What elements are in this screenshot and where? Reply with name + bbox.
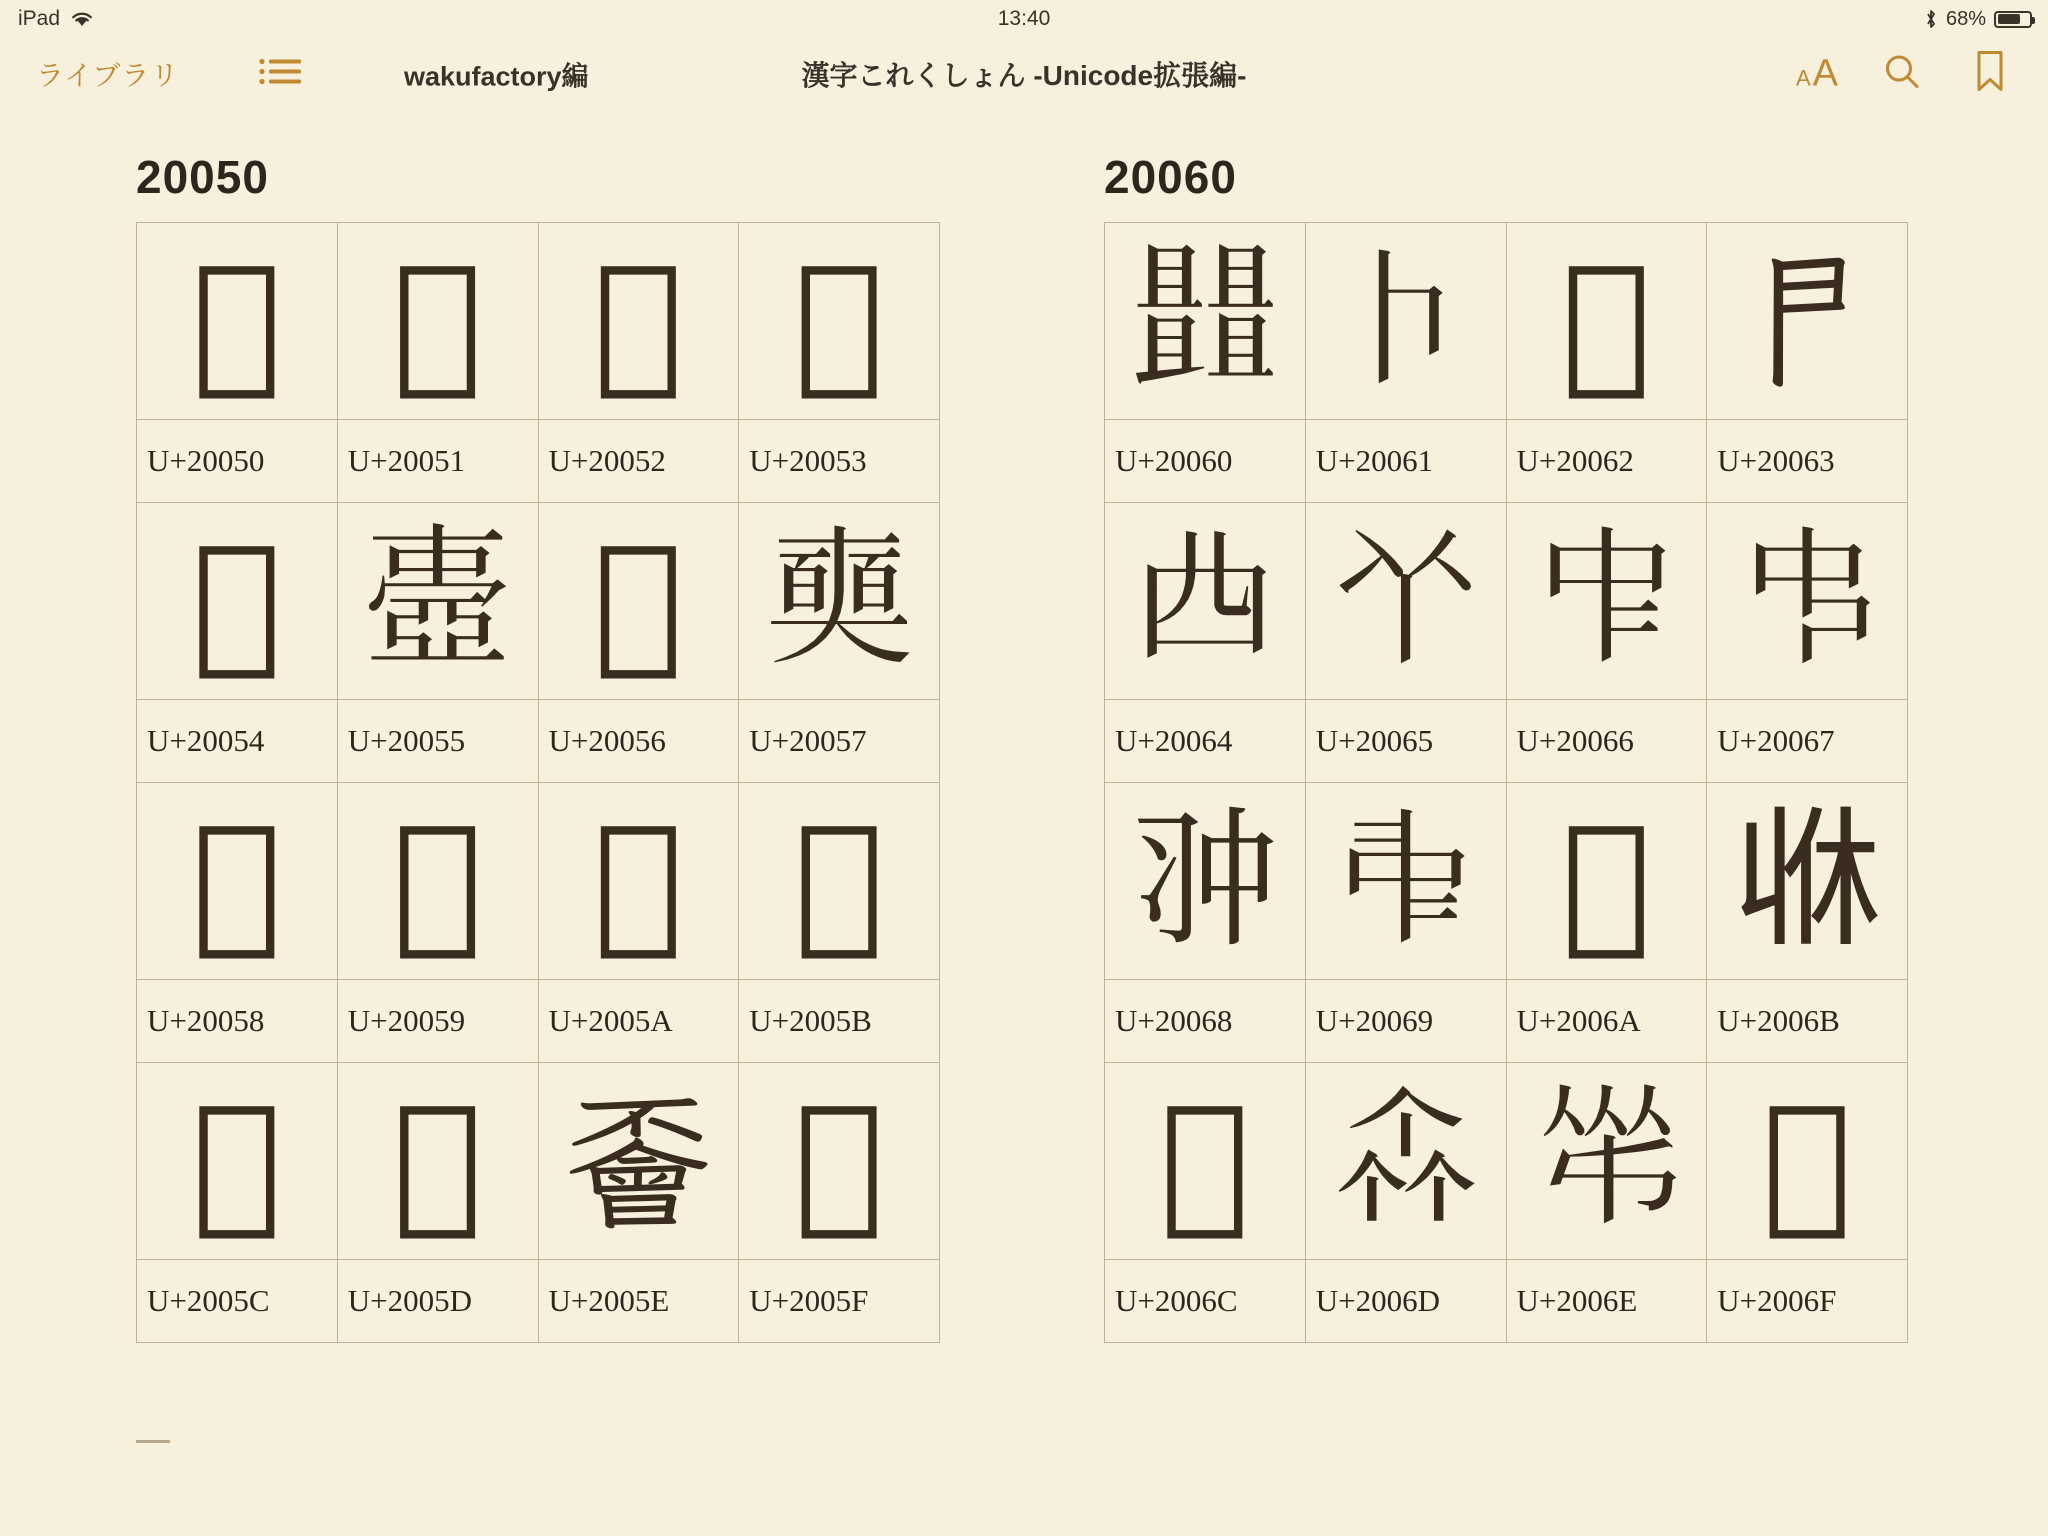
device-label: iPad xyxy=(18,7,61,30)
glyph: 𠁛 xyxy=(794,794,885,968)
chapter-title: wakufactory編 xyxy=(404,61,589,92)
glyph: 𠁠 xyxy=(1129,234,1280,408)
glyph: 𠁧 xyxy=(1732,514,1883,688)
glyph-code: U+20065 xyxy=(1306,699,1506,782)
glyph-code: U+20051 xyxy=(338,419,538,502)
glyph-cell[interactable] xyxy=(739,783,940,1063)
glyph-cell[interactable] xyxy=(739,1063,940,1343)
glyph: 𠁣 xyxy=(1732,234,1883,408)
column-right xyxy=(1104,110,1924,1343)
glyph-grid-right xyxy=(1104,222,1908,1343)
battery-icon xyxy=(1994,11,2032,28)
glyph: 𠁩 xyxy=(1330,794,1481,968)
glyph-code: U+20054 xyxy=(137,699,337,782)
glyph-cell[interactable] xyxy=(1306,503,1507,783)
glyph-code: U+2005E xyxy=(539,1259,739,1342)
glyph: 𠁬 xyxy=(1159,1074,1250,1248)
font-size-big-label: A xyxy=(1812,52,1838,95)
glyph-cell[interactable] xyxy=(1105,503,1306,783)
glyph-cell[interactable] xyxy=(739,503,940,783)
glyph: 𠁔 xyxy=(191,514,282,688)
glyph-cell[interactable] xyxy=(1306,223,1507,503)
glyph-code: U+2006D xyxy=(1306,1259,1506,1342)
glyph-code: U+2005D xyxy=(338,1259,538,1342)
glyph: 𠁚 xyxy=(593,794,684,968)
glyph: 𠁞 xyxy=(563,1074,714,1248)
glyph-code: U+20058 xyxy=(137,979,337,1062)
glyph-cell[interactable] xyxy=(1105,783,1306,1063)
glyph-code: U+20057 xyxy=(739,699,939,782)
glyph-grid-left xyxy=(136,222,940,1343)
font-size-small-label: A xyxy=(1795,65,1811,91)
glyph-cell[interactable] xyxy=(1707,503,1908,783)
search-icon[interactable] xyxy=(1882,52,1922,97)
glyph-cell[interactable] xyxy=(539,1063,740,1343)
glyph: 𠁘 xyxy=(191,794,282,968)
glyph-code: U+20064 xyxy=(1105,699,1305,782)
glyph-code: U+20061 xyxy=(1306,419,1506,502)
glyph: 𠁑 xyxy=(392,234,483,408)
glyph-cell[interactable] xyxy=(137,503,338,783)
glyph-code: U+20050 xyxy=(137,419,337,502)
glyph-code: U+2005B xyxy=(739,979,939,1062)
glyph-code: U+2006B xyxy=(1707,979,1907,1062)
glyph-cell[interactable] xyxy=(1507,503,1708,783)
glyph-cell[interactable] xyxy=(1707,783,1908,1063)
glyph-cell[interactable] xyxy=(539,783,740,1063)
glyph-code: U+2005F xyxy=(739,1259,939,1342)
glyph: 𠁫 xyxy=(1732,794,1883,968)
glyph: 𠁮 xyxy=(1531,1074,1682,1248)
glyph-code: U+20056 xyxy=(539,699,739,782)
font-size-button[interactable] xyxy=(1796,53,1838,96)
glyph: 𠁙 xyxy=(392,794,483,968)
glyph: 𠁦 xyxy=(1531,514,1682,688)
glyph: 𠁟 xyxy=(794,1074,885,1248)
glyph-cell[interactable] xyxy=(338,223,539,503)
glyph-cell[interactable] xyxy=(1105,223,1306,503)
glyph-cell[interactable] xyxy=(338,1063,539,1343)
glyph-code: U+20053 xyxy=(739,419,939,502)
glyph: 𠁝 xyxy=(392,1074,483,1248)
glyph-code: U+20059 xyxy=(338,979,538,1062)
glyph: 𠁯 xyxy=(1762,1074,1853,1248)
glyph: 𠁪 xyxy=(1561,794,1652,968)
glyph-code: U+20069 xyxy=(1306,979,1506,1062)
bookmark-icon[interactable] xyxy=(1976,51,2004,98)
glyph-code: U+2006A xyxy=(1507,979,1707,1062)
glyph: 𠁡 xyxy=(1330,234,1481,408)
glyph: 𠁥 xyxy=(1330,514,1481,688)
library-button[interactable]: ライブラリ xyxy=(36,60,180,91)
glyph-cell[interactable] xyxy=(338,503,539,783)
glyph-code: U+20068 xyxy=(1105,979,1305,1062)
glyph-cell[interactable] xyxy=(739,223,940,503)
glyph-code: U+20055 xyxy=(338,699,538,782)
glyph-cell[interactable] xyxy=(1707,223,1908,503)
glyph-code: U+20066 xyxy=(1507,699,1707,782)
glyph-cell[interactable] xyxy=(137,223,338,503)
column-heading: 20050 xyxy=(136,151,269,203)
status-bar xyxy=(0,0,2048,38)
glyph-code: U+20063 xyxy=(1707,419,1907,502)
glyph: 𠁓 xyxy=(794,234,885,408)
page-progress-marker xyxy=(136,1440,170,1443)
column-left xyxy=(136,110,956,1343)
glyph-code: U+2006F xyxy=(1707,1259,1907,1342)
glyph-cell[interactable] xyxy=(539,223,740,503)
glyph: 𠁕 xyxy=(362,514,513,688)
glyph-code: U+2006E xyxy=(1507,1259,1707,1342)
glyph-cell[interactable] xyxy=(1105,1063,1306,1343)
column-heading: 20060 xyxy=(1104,151,1237,203)
battery-percent: 68% xyxy=(1945,7,1986,30)
glyph: 𠁐 xyxy=(191,234,282,408)
glyph-cell[interactable] xyxy=(1507,1063,1708,1343)
glyph-cell[interactable] xyxy=(338,783,539,1063)
glyph-cell[interactable] xyxy=(539,503,740,783)
glyph-cell[interactable] xyxy=(1306,1063,1507,1343)
clock: 13:40 xyxy=(997,7,1051,30)
glyph-cell[interactable] xyxy=(1306,783,1507,1063)
glyph-code: U+2005A xyxy=(539,979,739,1062)
reader-toolbar xyxy=(0,38,2048,110)
glyph-cell[interactable] xyxy=(1507,783,1708,1063)
glyph: 𠁭 xyxy=(1330,1074,1481,1248)
glyph-cell[interactable] xyxy=(137,1063,338,1343)
glyph-cell[interactable] xyxy=(137,783,338,1063)
glyph: 𠁤 xyxy=(1129,514,1280,688)
glyph-cell[interactable] xyxy=(1507,223,1708,503)
bluetooth-icon xyxy=(1924,8,1938,30)
glyph: 𠁢 xyxy=(1561,234,1652,408)
glyph: 𠁨 xyxy=(1129,794,1280,968)
glyph: 𠁖 xyxy=(593,514,684,688)
glyph: 𠁒 xyxy=(593,234,684,408)
glyph-code: U+2006C xyxy=(1105,1259,1305,1342)
page-content xyxy=(0,110,2048,1536)
glyph-code: U+20060 xyxy=(1105,419,1305,502)
book-title: 漢字これくしょん -Unicode拡張編- xyxy=(801,60,1247,91)
glyph-code: U+20067 xyxy=(1707,699,1907,782)
glyph-code: U+20052 xyxy=(539,419,739,502)
glyph-code: U+20062 xyxy=(1507,419,1707,502)
glyph-cell[interactable] xyxy=(1707,1063,1908,1343)
glyph: 𠁗 xyxy=(764,514,915,688)
status-bar-right xyxy=(1924,8,2032,31)
glyph: 𠁜 xyxy=(191,1074,282,1248)
glyph-code: U+2005C xyxy=(137,1259,337,1342)
